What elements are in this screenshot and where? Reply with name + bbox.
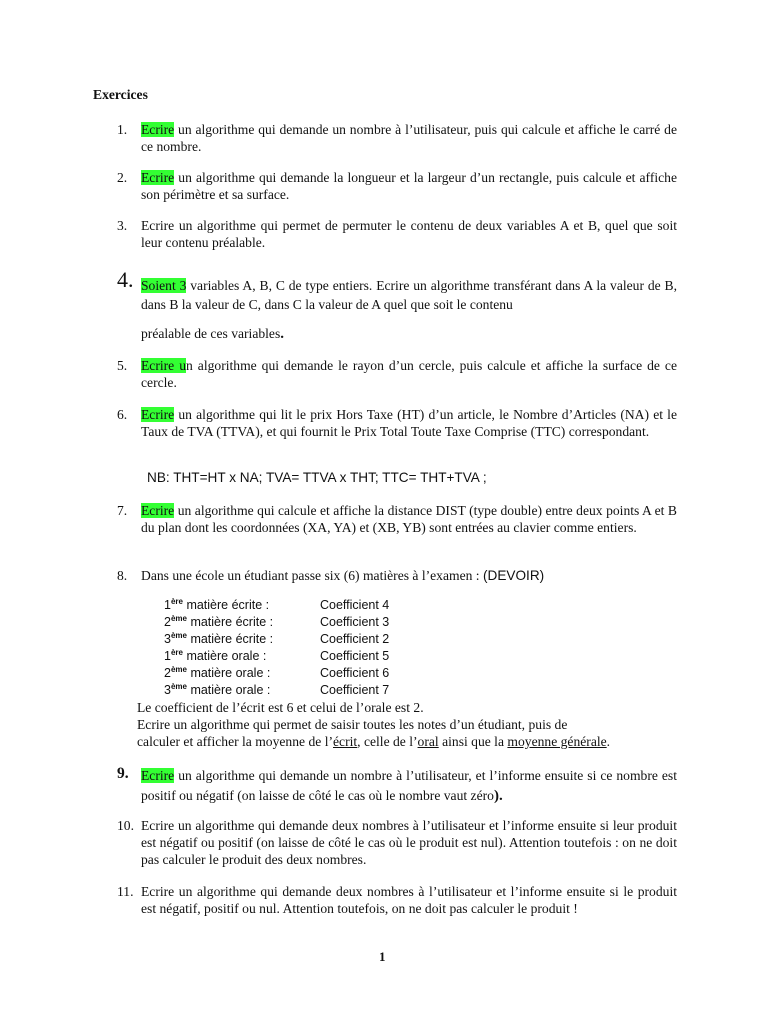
exercise-text: Ecrire un algorithme qui permet de permuter le contenu de deux variables A et B, quel que soit leur contenu préalable. [141,218,677,250]
exercise-text: Ecrire un algorithme qui demande deux nombres à l’utilisateur et l’informe ensuite si leur produit est négatif ou positif (on laisse de côté le cas où le produit est nul). Attention toutefois : on ne doit pas calculer le produit des deux nombres. [141,818,677,867]
exercise-10 [117,817,677,868]
exercise-number: 11. [117,884,134,899]
coefficient-value: Coefficient 3 [320,615,390,629]
subject-label [164,597,320,614]
exercise-body: un algorithme qui demande la longueur et la largeur d’un rectangle, puis calcule et affiche son périmètre et sa surface. [141,170,677,202]
subject-label [164,631,320,648]
coefficient-row [164,614,464,631]
coefficient-value: Coefficient 5 [320,649,390,663]
subject-ordinal: 3 [164,683,171,697]
exercise-8-instruction: Ecrire un algorithme qui permet de saisir toutes les notes d’un étudiant, puis de [137,717,568,732]
exercise-number: 2. [117,170,128,185]
closing-punctuation: ). [493,788,503,804]
exercise-body: un algorithme qui calcule et affiche la distance DIST (type double) entre deux points A et B du plan dont les coordonnées (XA, YA) et (XB, YB) sont entrées au clavier comme entiers. [141,503,677,535]
exercise-number: 5. [117,358,128,373]
exercise-number: 6. [117,407,128,422]
subject-ordinal: 1 [164,598,171,612]
exercise-number: 7. [117,503,128,518]
text-fragment: calculer et afficher la moyenne de l’ [137,734,333,749]
exercise-text: Ecrire un algorithme qui demande deux nombres à l’utilisateur et l’informe ensuite si le produit est négatif, positif ou nul. Attention toutefois, on ne doit pas calculer le produit ! [141,884,677,916]
exercise-body: préalable de ces variables [141,326,281,341]
subject-ordinal: 2 [164,615,171,629]
nb-formula: NB: THT=HT x NA; TVA= TTVA x THT; TTC= THT+TVA ; [147,470,487,485]
ordinal-suffix: ème [170,614,187,623]
coefficient-table [164,597,464,699]
exercise-text [141,567,677,584]
exercise-6 [117,406,677,440]
subject-label [164,648,320,665]
exercise-text [141,406,677,440]
subject-label [164,682,320,699]
exercise-text [141,121,677,155]
exercise-8 [117,567,677,584]
exercise-number: 8. [117,568,128,583]
subject-name: matière écrite : [186,615,274,629]
coefficient-row [164,597,464,614]
page-number: 1 [379,949,386,964]
exercise-body: Dans une école un étudiant passe six (6) matières à l’examen : [141,568,483,583]
subject-ordinal: 3 [164,632,171,646]
text-fragment: ainsi que la [438,734,508,749]
exercise-text [141,169,677,203]
subject-ordinal: 2 [164,666,171,680]
exercise-text [141,276,677,314]
highlighted-word: Ecrire [141,503,175,518]
ordinal-suffix: ème [170,631,187,640]
exercise-text-continued [141,325,677,343]
exercise-number: 10. [117,818,134,833]
exercise-text [141,502,677,536]
exercise-7 [117,502,677,536]
coefficient-value: Coefficient 7 [320,683,390,697]
highlighted-word: Soient 3 [141,278,187,293]
subject-name: matière écrite : [186,632,274,646]
subject-name: matière écrite : [182,598,270,612]
subject-ordinal: 1 [164,649,171,663]
subject-label [164,665,320,682]
text-fragment: . [606,734,611,749]
coefficient-row [164,682,464,699]
exercise-3 [117,217,677,251]
text-fragment: , celle de l’ [357,734,418,749]
subject-name: matière orale : [182,649,267,663]
coefficient-row [164,665,464,682]
subject-name: matière orale : [186,683,271,697]
ordinal-suffix: ème [170,682,187,691]
period: . [280,326,285,342]
exercise-body: n algorithme qui demande le rayon d’un cercle, puis calcule et affiche la surface de ce cercle. [141,358,677,390]
ordinal-suffix: ère [170,597,183,606]
coefficient-value: Coefficient 2 [320,632,390,646]
devoir-label: (DEVOIR) [483,568,545,583]
coefficient-value: Coefficient 6 [320,666,390,680]
subject-label [164,614,320,631]
exercise-body: variables A, B, C de type entiers. Ecrire un algorithme transférant dans A la valeur de B, dans B la valeur de C, dans C la valeur de A quel que soit le contenu [141,278,678,312]
exercise-text [141,766,677,806]
coefficient-note: Le coefficient de l’écrit est 6 et celui de l’orale est 2. [137,700,424,715]
coefficient-row [164,648,464,665]
highlighted-word: Ecrire [141,768,175,783]
exercise-number: 3. [117,218,128,233]
exercise-11 [117,883,677,917]
exercise-4 [117,267,678,343]
highlighted-word: Ecrire [141,170,175,185]
underlined-term: moyenne générale [507,734,607,749]
exercise-body: un algorithme qui demande un nombre à l’utilisateur, et l’informe ensuite si ce nombre est positif ou négatif (on laisse de côté le cas où le nombre vaut zéro [141,768,677,803]
ordinal-suffix: ème [170,665,187,674]
page-title: Exercices [93,87,148,102]
highlighted-word: Ecrire u [141,358,186,373]
highlighted-word: Ecrire [141,122,175,137]
coefficient-row [164,631,464,648]
exercise-number: 1. [117,122,128,137]
subject-name: matière orale : [186,666,271,680]
exercise-5 [117,357,677,391]
exercise-number: 4. [117,267,134,292]
exercise-number: 9. [117,765,129,782]
exercise-body: un algorithme qui demande un nombre à l’utilisateur, puis qui calcule et affiche le carré de ce nombre. [141,122,677,154]
exercise-body: un algorithme qui lit le prix Hors Taxe (HT) d’un article, le Nombre d’Articles (NA) et le Taux de TVA (TTVA), et qui fournit le Prix Total Toute Taxe Comprise (TTC) correspondant. [141,407,677,439]
highlighted-word: Ecrire [141,407,175,422]
exercise-1 [117,121,677,155]
ordinal-suffix: ère [170,648,183,657]
exercise-8-instruction-continued [137,733,677,750]
exercise-9 [117,766,677,806]
underlined-term: écrit [333,734,358,749]
exercise-2 [117,169,677,203]
exercise-text [141,357,677,391]
underlined-term: oral [417,734,439,749]
coefficient-value: Coefficient 4 [320,598,390,612]
